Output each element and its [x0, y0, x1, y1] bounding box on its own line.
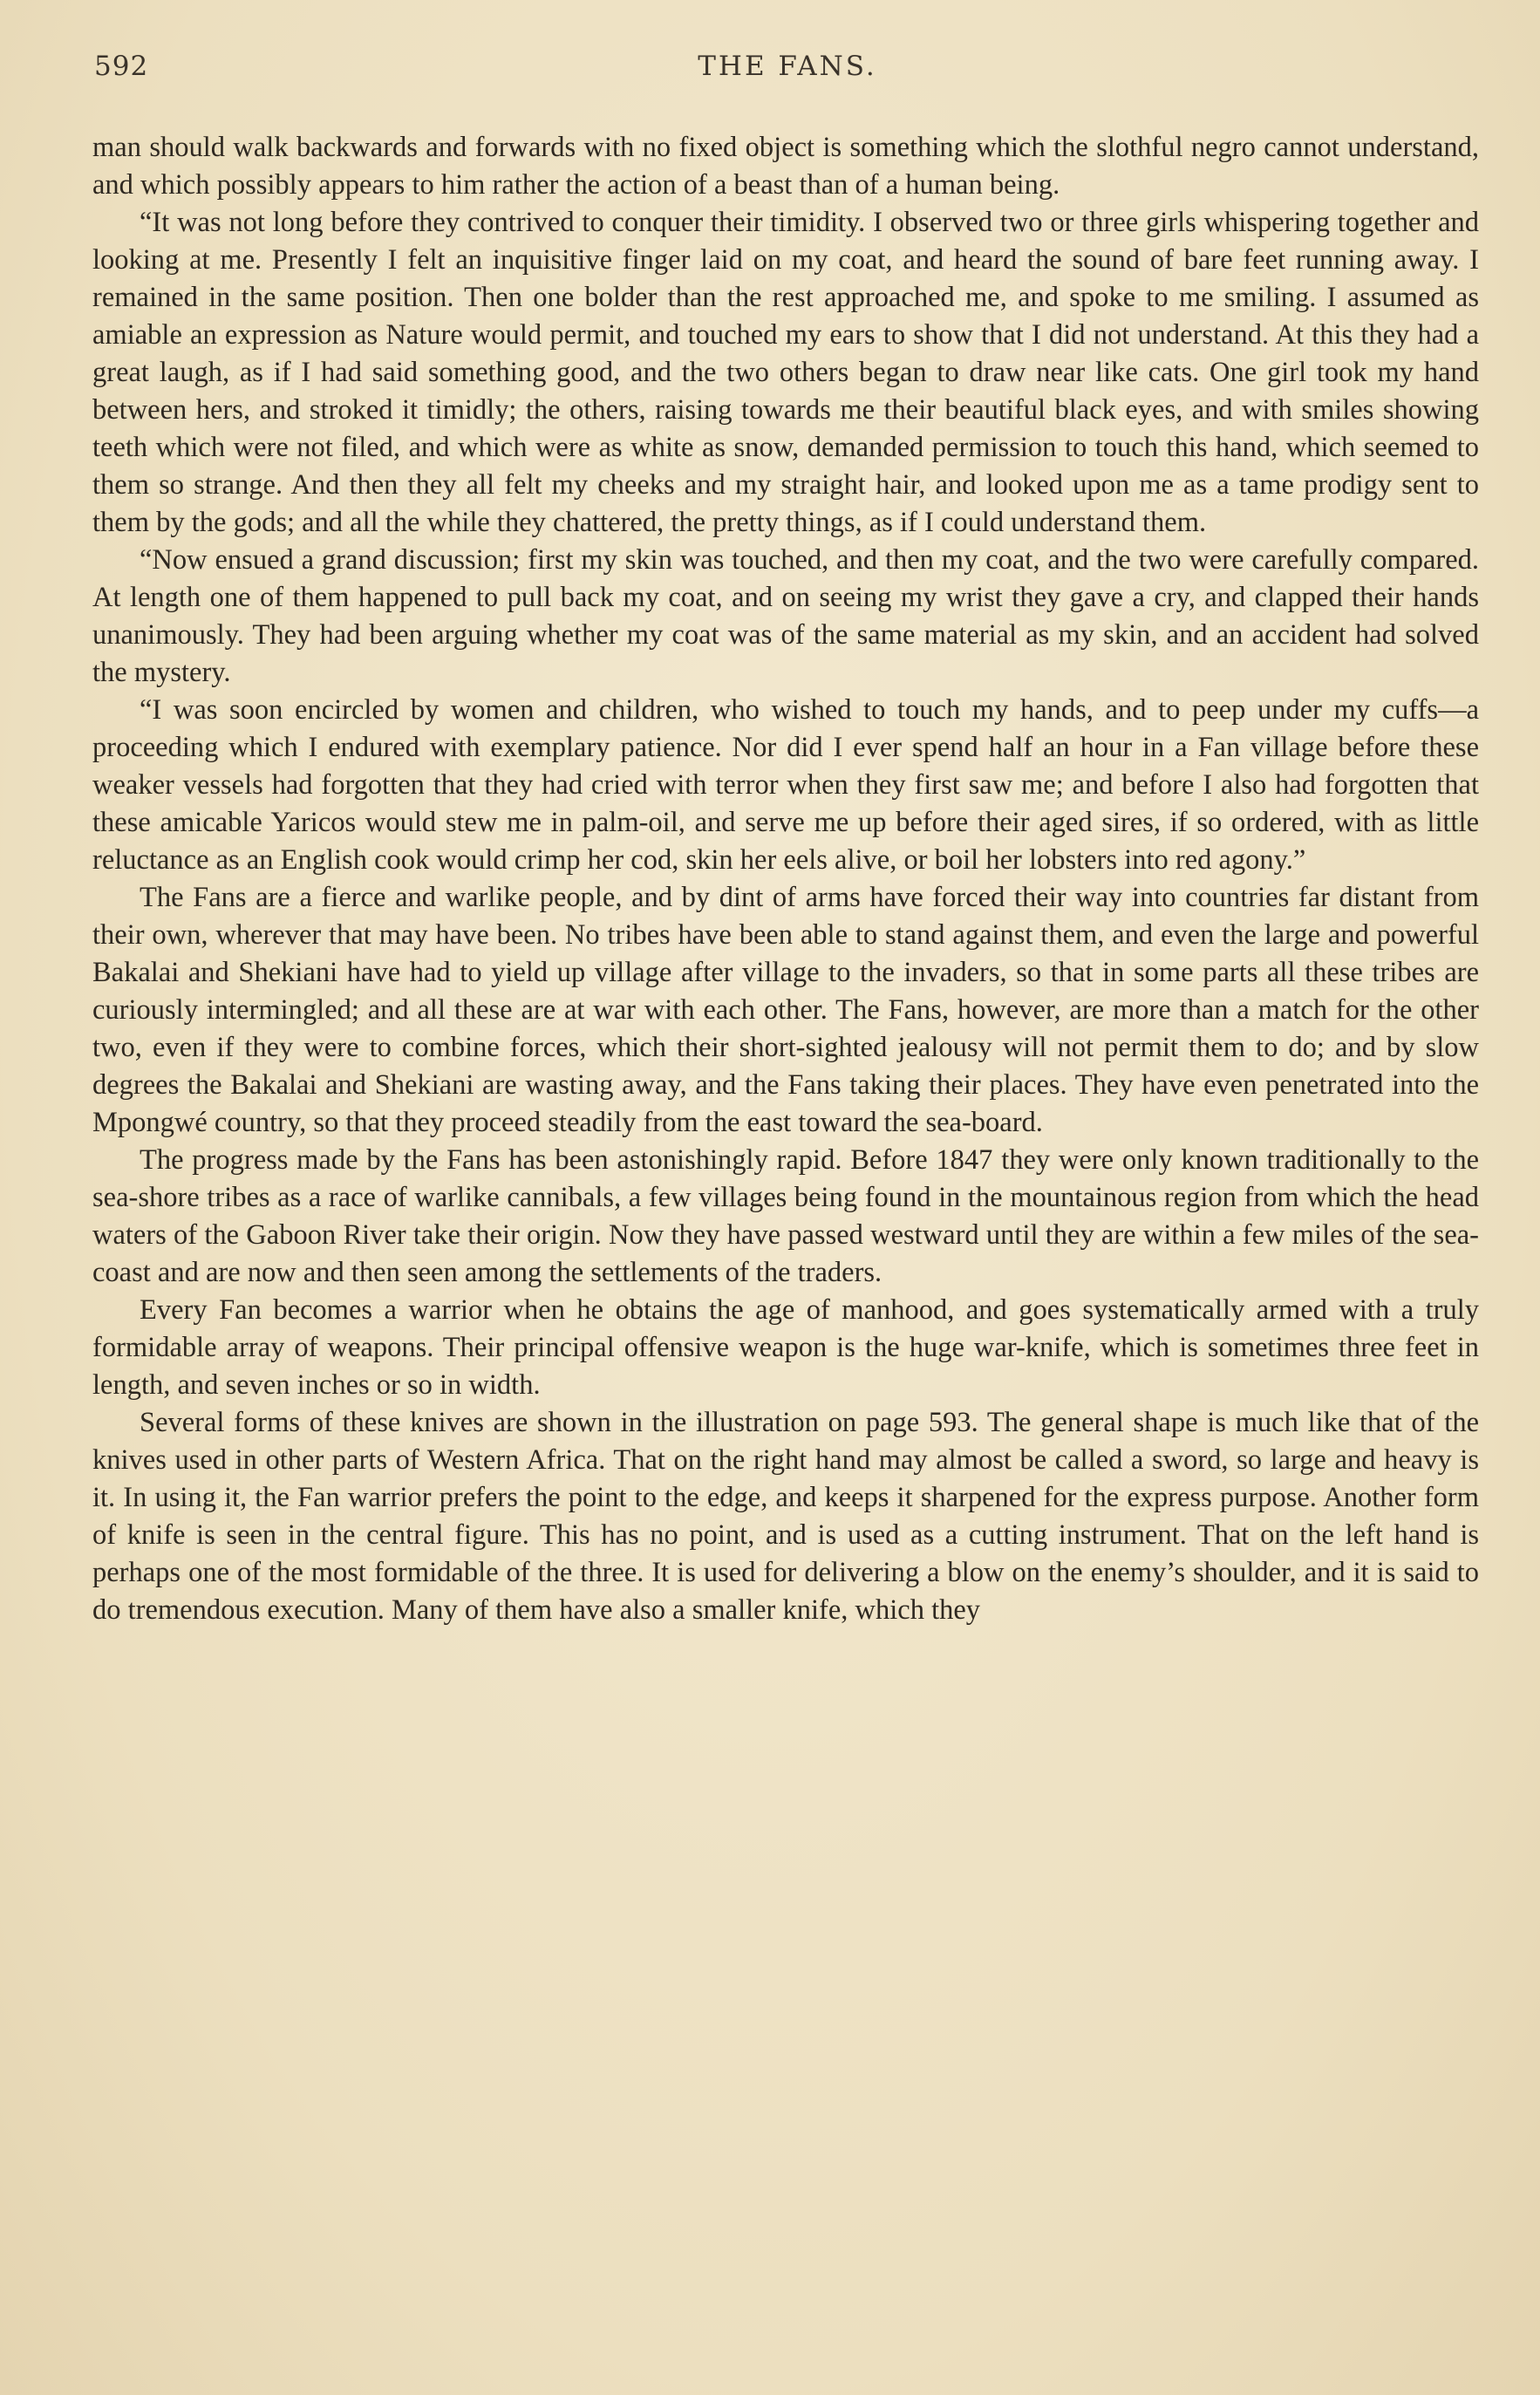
- paragraph: Several forms of these knives are shown in the illustration on page 593. The general shape is much like that of the knives used in other parts of Western Africa. That on the right hand may almost be called a sword, so large and heavy is it. In using it, the Fan warrior prefers the point to the edge, and keeps it sharpened for the express purpose. Another form of knife is seen in the central figure. This has no point, and is used as a cutting instrument. That on the left hand is perhaps one of the most formidable of the three. It is used for delivering a blow on the enemy’s shoulder, and it is said to do tremendous execution. Many of them have also a smaller knife, which they: [92, 1407, 1479, 1626]
- paragraph: The Fans are a fierce and warlike people, and by dint of arms have forced their way into countries far distant from their own, wherever that may have been. No tribes have been able to stand against them, and even the large and powerful Bakalai and Shekiani have had to yield up village after village to the invaders, so that in some parts all these tribes are curiously intermingled; and all these are at war with each other. The Fans, however, are more than a match for the other two, even if they were to combine forces, which their short-sighted jealousy will not permit them to do; and by slow degrees the Bakalai and Shekiani are wasting away, and the Fans taking their places. They have even penetrated into the Mpongwé country, so that they proceed steadily from the east toward the sea-board.: [92, 882, 1479, 1138]
- page-header: [94, 51, 1481, 85]
- paragraph: “I was soon encircled by women and children, who wished to touch my hands, and to peep under my cuffs—a proceeding which I endured with exemplary patience. Nor did I ever spend half an hour in a Fan village before these weaker vessels had forgotten that they had cried with terror when they first saw me; and before I also had forgotten that these amicable Yaricos would stew me in palm-oil, and serve me up before their aged sires, if so ordered, with as little reluctance as an English cook would crimp her cod, skin her eels alive, or boil her lobsters into red agony.”: [92, 694, 1479, 876]
- paragraph: “Now ensued a grand discussion; first my skin was touched, and then my coat, and the two were carefully compared. At length one of them happened to pull back my coat, and on seeing my wrist they gave a cry, and clapped their hands unanimously. They had been arguing whether my coat was of the same material as my skin, and an accident had solved the mystery.: [92, 544, 1479, 688]
- paragraph: Every Fan becomes a warrior when he obtains the age of manhood, and goes systematically armed with a truly formidable array of weapons. Their principal offensive weapon is the huge war-knife, which is sometimes three feet in length, and seven inches or so in width.: [92, 1294, 1479, 1401]
- body-text: [92, 129, 1479, 1629]
- page-number: 592: [94, 51, 149, 82]
- paragraph: The progress made by the Fans has been astonishingly rapid. Before 1847 they were only known traditionally to the sea-shore tribes as a race of warlike cannibals, a few villages being found in the mountainous region from which the head waters of the Gaboon River take their origin. Now they have passed westward until they are within a few miles of the sea-coast and are now and then seen among the settlements of the traders.: [92, 1144, 1479, 1288]
- paragraph: “It was not long before they contrived to conquer their timidity. I observed two or three girls whispering together and looking at me. Presently I felt an inquisitive finger laid on my coat, and heard the sound of bare feet running away. I remained in the same position. Then one bolder than the rest approached me, and spoke to me smiling. I assumed as amiable an expression as Nature would permit, and touched my ears to show that I did not understand. At this they had a great laugh, as if I had said something good, and the two others began to draw near like cats. One girl took my hand between hers, and stroked it timidly; the others, raising towards me their beautiful black eyes, and with smiles showing teeth which were not filed, and which were as white as snow, demanded permission to touch this hand, which seemed to them so strange. And then they all felt my cheeks and my straight hair, and looked upon me as a tame prodigy sent to them by the gods; and all the while they chattered, the pretty things, as if I could understand them.: [92, 207, 1479, 538]
- paragraph: man should walk backwards and forwards with no fixed object is something which the slothful negro cannot understand, and which possibly appears to him rather the action of a beast than of a human being.: [92, 132, 1479, 201]
- running-title: THE FANS.: [698, 51, 877, 82]
